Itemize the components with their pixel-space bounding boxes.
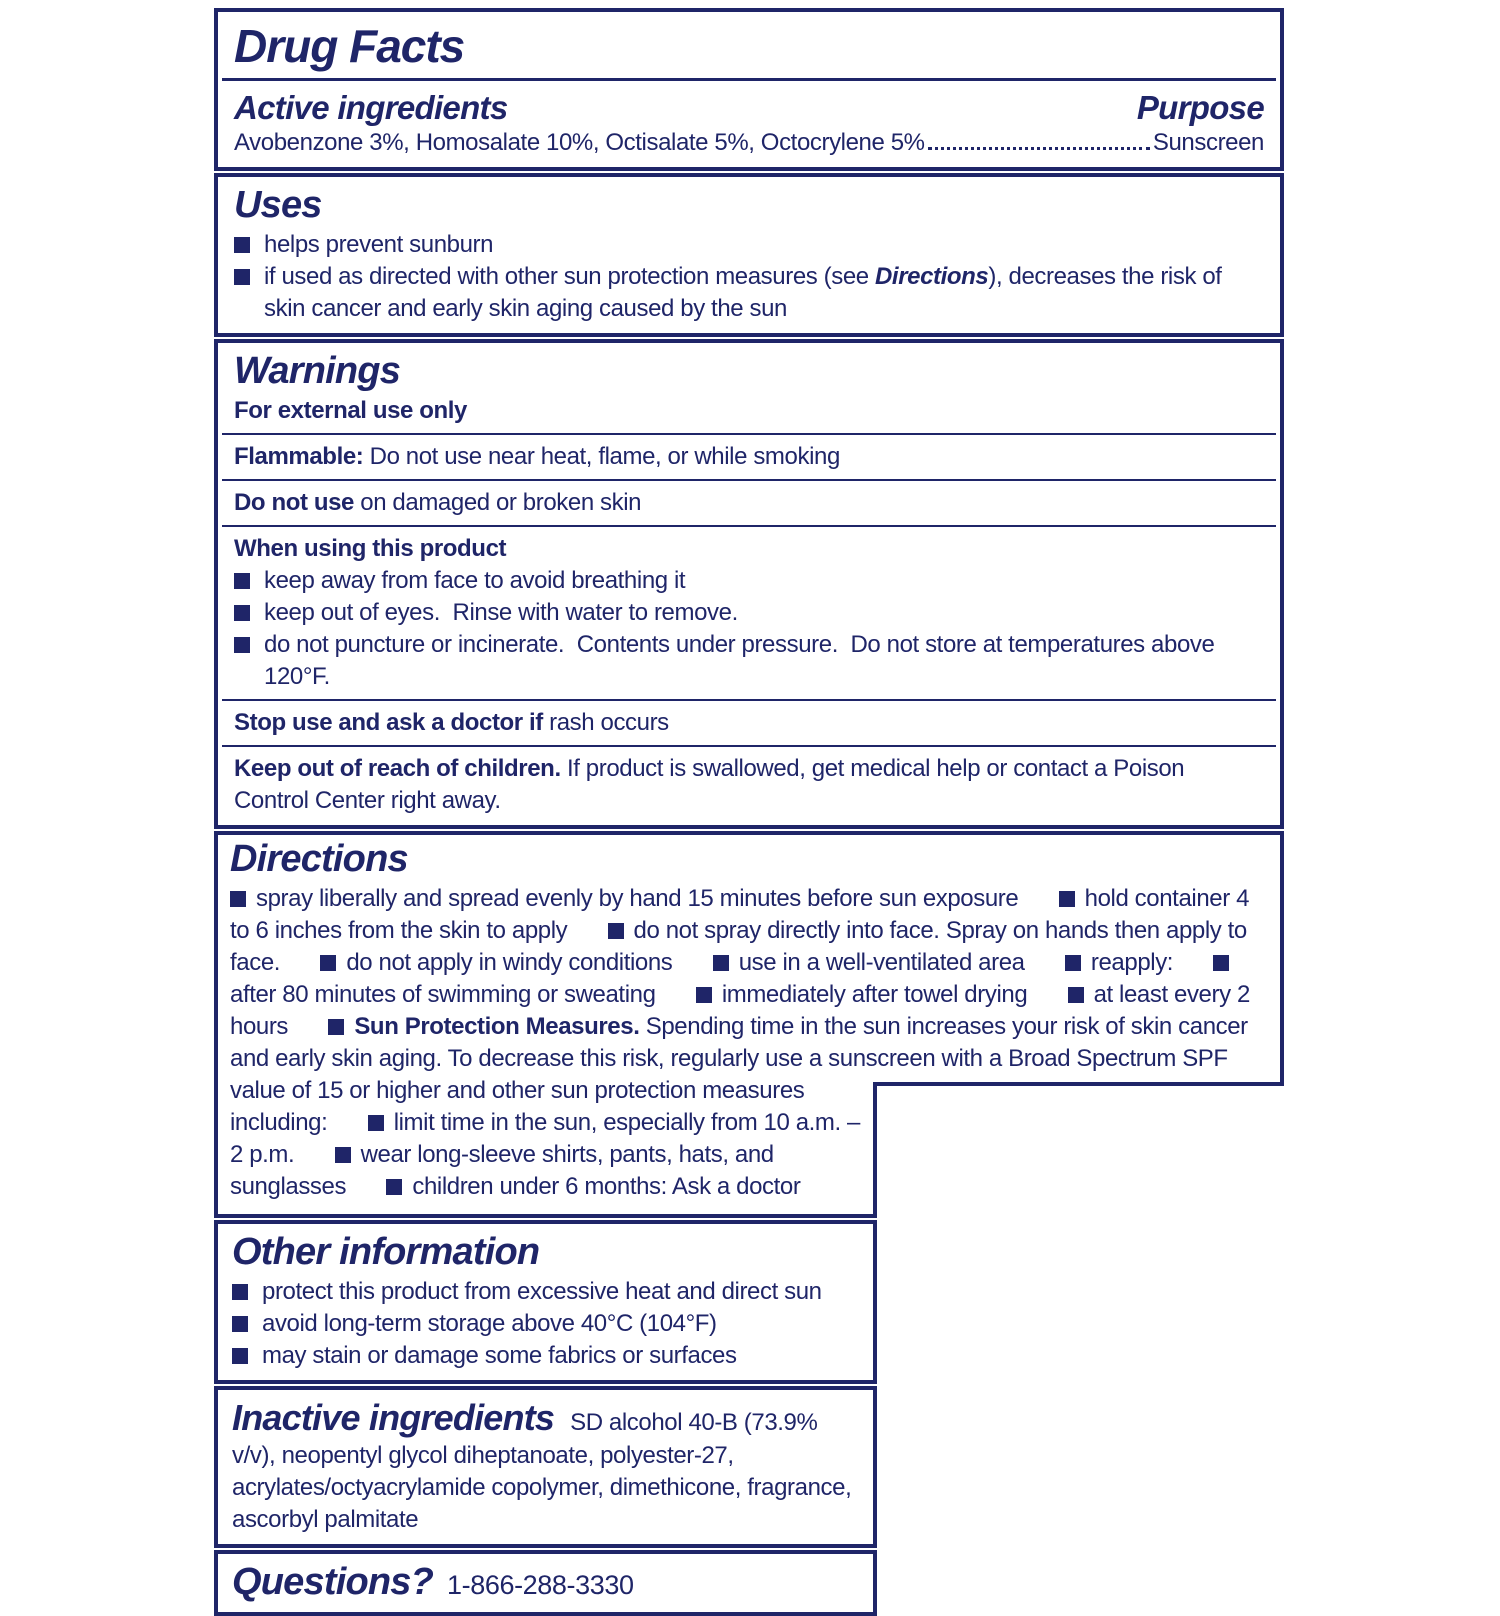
keep-out-text: If product is swallowed, get medical help or contact a Poison Control Center right away.	[234, 755, 1185, 814]
bullet-square-icon	[234, 637, 250, 653]
direction-item: at least every 2 hours	[230, 981, 1250, 1040]
stop-use-text: rash occurs	[542, 709, 669, 736]
bullet-square-icon	[1068, 987, 1084, 1003]
do-not-use-text: on damaged or broken skin	[354, 489, 642, 516]
uses-item-text: if used as directed with other sun protection measures (see	[264, 263, 875, 290]
dotted-leader	[928, 147, 1150, 150]
inactive-ingredients-text: SD alcohol 40-B (73.9% v/v), neopentyl glycol diheptanoate, polyester-27, acrylates/octyacrylamide copolymer, dimethicone, fragrance, ascorbyl palmitate	[232, 1409, 852, 1533]
bullet-square-icon	[230, 891, 246, 907]
divider	[222, 525, 1276, 527]
direction-item: after 80 minutes of swimming or sweating	[230, 949, 1239, 1008]
bullet-square-icon	[234, 573, 250, 589]
divider	[222, 745, 1276, 747]
when-using-item-text: do not puncture or incinerate. Contents under pressure. Do not store at temperatures above 120°F.	[264, 631, 1215, 690]
bullet-square-icon	[1213, 955, 1229, 971]
bullet-square-icon	[234, 605, 250, 621]
directions-heading: Directions	[230, 838, 408, 880]
direction-item: reapply:	[1065, 949, 1173, 976]
uses-item-directions-ref: Directions	[875, 263, 989, 290]
uses-item-text: helps prevent sunburn	[264, 231, 494, 258]
when-using-item	[234, 629, 1264, 693]
bullet-square-icon	[234, 237, 250, 253]
questions-phone-number: 1-866-288-3330	[447, 1570, 634, 1600]
bullet-square-icon	[335, 1147, 351, 1163]
inactive-ingredients-text-block	[232, 1396, 863, 1536]
bullet-square-icon	[713, 955, 729, 971]
when-using-heading: When using this product	[234, 535, 507, 562]
external-use-note: For external use only	[234, 397, 468, 424]
layout-spacer	[1267, 883, 1268, 1086]
bullet-square-icon	[1065, 955, 1081, 971]
bullet-square-icon	[608, 923, 624, 939]
questions-heading: Questions?	[232, 1561, 434, 1603]
flammable-label: Flammable:	[234, 443, 364, 470]
divider	[222, 479, 1276, 481]
stop-use-row	[234, 707, 1264, 739]
other-information-item: may stain or damage some fabrics or surfaces	[232, 1340, 863, 1372]
purpose-heading: Purpose	[1136, 89, 1264, 126]
when-using-item	[234, 565, 1264, 597]
inactive-ingredients-heading: Inactive ingredients	[232, 1397, 555, 1438]
direction-item: Sun Protection Measures. Spending time in the sun increases your risk of skin cancer and early skin aging. To decrease this risk, regularly use a sunscreen with a Broad Spectrum SPF value of 15 or higher and other sun protection measures including:	[230, 1013, 1248, 1136]
stop-use-label: Stop use and ask a doctor if	[234, 709, 543, 736]
do-not-use-label: Do not use	[234, 489, 354, 516]
bullet-square-icon	[320, 955, 336, 971]
flammable-row	[234, 441, 1264, 473]
other-information-heading: Other information	[232, 1231, 540, 1273]
questions-row	[232, 1560, 863, 1604]
bullet-square-icon	[234, 269, 250, 285]
when-using-item-text: keep away from face to avoid breathing it	[264, 567, 686, 594]
divider	[222, 433, 1276, 435]
direction-item: hold container 4 to 6 inches from the skin to apply	[230, 885, 1250, 944]
other-information-item: avoid long-term storage above 40°C (104°F)	[232, 1308, 863, 1340]
bullet-square-icon	[1059, 891, 1075, 907]
purpose-value: Sunscreen	[1152, 129, 1264, 156]
page-title: Drug Facts	[234, 20, 465, 72]
warnings-heading: Warnings	[234, 350, 401, 392]
bullet-square-icon	[232, 1348, 248, 1364]
direction-item: do not spray directly into face. Spray on hands then apply to face.	[230, 917, 1247, 976]
flammable-text: Do not use near heat, flame, or while smoking	[363, 443, 840, 470]
direction-item: do not apply in windy conditions	[320, 949, 672, 976]
bullet-square-icon	[386, 1179, 402, 1195]
active-ingredients-row	[234, 127, 1264, 159]
active-ingredients-heading: Active ingredients	[234, 89, 508, 126]
other-information-item: protect this product from excessive heat and direct sun	[232, 1276, 863, 1308]
active-ingredient-names: Avobenzone 3%, Homosalate 10%, Octisalate 5%, Octocrylene 5%	[234, 129, 925, 156]
direction-item: limit time in the sun, especially from 10 a.m. – 2 p.m.	[230, 1109, 861, 1168]
directions-text	[230, 883, 1268, 1203]
direction-item: spray liberally and spread evenly by hand 15 minutes before sun exposure	[230, 885, 1018, 912]
directions-content	[214, 831, 1284, 1218]
divider	[222, 78, 1276, 81]
bullet-square-icon	[232, 1316, 248, 1332]
when-using-item	[234, 597, 1264, 629]
direction-item: children under 6 months: Ask a doctor	[386, 1173, 800, 1200]
uses-item	[234, 261, 1264, 325]
do-not-use-row	[234, 487, 1264, 519]
direction-item: use in a well-ventilated area	[713, 949, 1025, 976]
drug-facts-label	[214, 8, 1284, 1616]
bullet-square-icon	[328, 1019, 344, 1035]
section-inactive-ingredients	[214, 1386, 877, 1548]
uses-heading: Uses	[234, 184, 322, 226]
keep-out-label: Keep out of reach of children.	[234, 755, 561, 782]
uses-item-text: ), decreases the risk of skin cancer and early skin aging caused by the sun	[264, 263, 1222, 322]
section-uses	[214, 173, 1284, 337]
bullet-square-icon	[696, 987, 712, 1003]
bullet-square-icon	[368, 1115, 384, 1131]
section-directions	[214, 831, 1284, 1218]
section-header	[214, 8, 1284, 171]
layout-spacer	[861, 1086, 1268, 1216]
when-using-item-text: keep out of eyes. Rinse with water to remove.	[264, 599, 738, 626]
section-questions	[214, 1550, 877, 1616]
bullet-square-icon	[232, 1284, 248, 1300]
uses-item	[234, 229, 1264, 261]
direction-item: wear long-sleeve shirts, pants, hats, and sunglasses	[230, 1141, 774, 1200]
section-other-information	[214, 1220, 877, 1384]
direction-item: immediately after towel drying	[696, 981, 1027, 1008]
keep-out-row	[234, 753, 1264, 817]
divider	[222, 699, 1276, 701]
active-ingredients-heading-row	[234, 89, 1264, 127]
section-warnings	[214, 339, 1284, 829]
